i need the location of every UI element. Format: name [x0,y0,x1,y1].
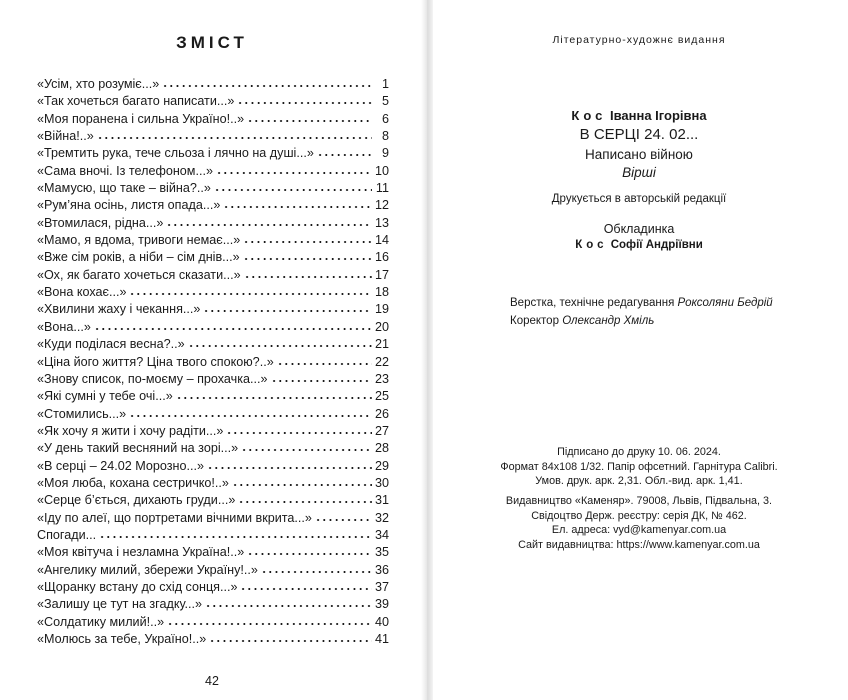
contents-entry-title: «Усім, хто розуміє...» [37,77,160,91]
contents-entry [37,180,389,197]
contents-entry [37,371,389,388]
contents-entry [37,492,389,509]
contents-entry [37,544,389,561]
contents-entry [37,232,389,249]
contents-entry [37,596,389,613]
contents-entry [37,267,389,284]
contents-entry-title: «Вже сім років, а ніби – сім днів...» [37,250,240,265]
contents-entry-title: «Як хочу я жити і хочу радіти...» [37,423,224,438]
contents-entry-title: «Залишу це тут на згадку...» [37,597,203,612]
cover-label: Обкладинка [603,222,675,236]
contents-entry [37,111,389,128]
proof-name: Олександр Хміль [562,315,655,327]
contents-entry-page: 10 [374,163,389,178]
dot-leader [271,372,372,384]
contents-entry-page: 37 [374,579,389,594]
dot-leader [97,129,372,141]
contents-entry-page: 26 [374,406,389,421]
contents-entry-page: 1 [381,77,389,91]
contents-entry [37,76,389,93]
dot-leader [243,250,372,262]
dot-leader [216,164,372,176]
contents-entry [37,128,389,145]
author-name [430,108,848,123]
contents-entry-title: «Хвилини жаху і чекання...» [37,302,201,317]
dot-leader [209,632,372,644]
contents-entry-page: 12 [374,198,389,213]
proof-label: Коректор [510,315,559,327]
contents-entry-title: «Щоранку встану до схід сонця...» [37,579,238,594]
contents-entry-page: 16 [374,250,389,265]
contents-entry-page: 5 [381,94,389,109]
print-detail-line: Підписано до друку 10. 06. 2024. [557,446,721,458]
contents-entry [37,631,389,648]
dot-leader [129,285,372,297]
series-label: Літературно-художнє видання [552,34,726,46]
contents-entry-title: «Сама вночі. Із телефоном...» [37,163,213,178]
contents-entry [37,440,389,457]
dot-leader [99,528,372,540]
publisher-details [430,494,848,552]
contents-entry-title: «В серці – 24.02 Морозно...» [37,458,204,473]
contents-entry-page: 22 [374,354,389,369]
contents-entry-page: 18 [374,285,389,300]
contents-entry-page: 29 [374,458,389,473]
publisher-email: Ел. адреса: vyd@kamenyar.com.ua [551,524,727,536]
cover-artist-surname: Кос [575,239,608,251]
contents-entry-page: 6 [381,111,389,126]
contents-entry-page: 11 [375,181,389,196]
dot-leader [226,424,372,436]
contents-entry-title: «Ох, як багато хочеться сказати...» [37,267,241,282]
dot-leader [243,233,372,245]
contents-entry-page: 25 [374,389,389,404]
dot-leader [203,302,372,314]
dot-leader [176,389,372,401]
contents-entry [37,527,389,544]
contents-entry-title: «Серце б’ється, дихають груди...» [37,493,236,508]
cover-artist [430,239,848,251]
contents-entry [37,163,389,180]
contents-entry-title: «Ціна його життя? Ціна твого спокою?..» [37,354,274,369]
layout-name: Роксоляни Бедрій [677,297,773,309]
contents-entry-page: 39 [374,597,389,612]
dot-leader [129,407,372,419]
contents-entry-title: «Так хочеться багато написати...» [37,94,235,109]
contents-entry-page: 31 [374,493,389,508]
contents-entry [37,215,389,232]
dot-leader [166,216,372,228]
dot-leader [162,77,372,89]
contents-entry-title: «Стомились...» [37,406,127,421]
dot-leader [247,545,372,557]
contents-entry-title: «Мамо, я вдома, тривоги немає...» [37,233,241,248]
dot-leader [207,459,372,471]
publisher-website: Сайт видавництва: https://www.kamenyar.com.ua [518,538,760,551]
dot-leader [232,476,372,488]
contents-entry [37,562,389,579]
contents-entry [37,423,389,440]
contents-entry [37,301,389,318]
contents-entry-page: 23 [374,371,389,386]
contents-heading: ЗМІСТ [176,33,248,52]
book-genre: Вірші [622,165,656,180]
contents-entry-title: «У день такий весняний на зорі...» [37,441,239,456]
publisher-address: Видавництво «Каменяр». 79008, Львів, Підвальна, 3. [505,495,773,507]
contents-entry-page: 14 [374,233,389,248]
contents-list [37,76,389,648]
contents-entry-page: 30 [374,475,389,490]
proof-credit [510,312,773,330]
contents-entry [37,406,389,423]
contents-entry-title: «Іду по алеї, що портретами вічними вкрита...» [37,510,312,525]
dot-leader [205,597,372,609]
contents-entry [37,614,389,631]
contents-entry-page: 36 [374,562,389,577]
contents-entry-title: «Ангелику милий, збережи Україну!..» [37,562,258,577]
contents-entry-title: «Які сумні у тебе очі...» [37,389,173,404]
print-detail-line: Формат 84х108 1/32. Папір офсетний. Гарнітура Calibri. [500,460,778,473]
contents-entry-page: 28 [374,441,389,456]
contents-entry-page: 8 [381,129,389,144]
layout-credit [510,294,773,312]
contents-entry-page: 21 [374,337,389,352]
dot-leader [238,493,372,505]
contents-entry-page: 40 [374,614,389,629]
dot-leader [247,112,372,124]
contents-entry-title: «Війна!..» [37,129,94,144]
contents-entry-page: 32 [374,510,389,525]
contents-entry-page: 17 [374,267,389,282]
dot-leader [277,355,372,367]
contents-entry-title: «Моя люба, кохана сестричко!..» [37,475,229,490]
cover-artist-given-name: Софії Андріївни [610,239,703,251]
contents-entry [37,354,389,371]
print-detail-line: Умов. друк. арк. 2,31. Обл.-вид. арк. 1,41. [535,475,743,487]
contents-entry [37,579,389,596]
dot-leader [188,337,372,349]
publisher-registry: Свідоцтво Держ. реєстру: серія ДК, № 462. [531,509,747,522]
contents-entry-title: «Молюсь за тебе, Україно!..» [37,632,207,646]
contents-entry-page: 34 [374,527,389,542]
dot-leader [94,320,372,332]
contents-entry-title: «Рум’яна осінь, листя опада...» [37,198,221,213]
book-title: В СЕРЦІ 24. 02... [579,126,699,143]
editorial-staff [510,294,773,330]
dot-leader [244,268,372,280]
dot-leader [240,580,372,592]
contents-entry-page: 20 [374,319,389,334]
contents-entry [37,93,389,110]
contents-entry [37,319,389,336]
contents-entry-title: «Мамусю, що таке – війна?..» [37,181,211,196]
contents-entry-title: «Моя квітуча і незламна Україна!..» [37,545,245,560]
contents-entry-page: 13 [374,215,389,230]
contents-entry-title: Спогади... [37,527,97,542]
dot-leader [223,198,372,210]
contents-entry-title: «Моя поранена і сильна Україно!..» [37,111,245,126]
dot-leader [261,563,372,575]
contents-entry-page: 35 [374,545,389,560]
contents-entry-title: «Куди поділася весна?..» [37,337,185,352]
book-subtitle: Написано війною [585,147,693,162]
author-surname: Кос [571,108,607,123]
dot-leader [315,511,372,523]
contents-entry-title: «Вона...» [37,319,91,334]
dot-leader [237,94,372,106]
contents-entry [37,475,389,492]
dot-leader [317,146,372,158]
print-note: Друкується в авторській редакції [551,193,727,205]
contents-entry-title: «Тремтить рука, тече сльоза і лячно на душі...» [37,146,314,161]
print-details [430,445,848,489]
layout-label: Верстка, технічне редагування [510,297,675,309]
contents-entry-page: 19 [374,302,389,317]
contents-entry [37,388,389,405]
dot-leader [214,181,372,193]
dot-leader [167,615,372,627]
contents-entry [37,336,389,353]
contents-entry-title: «Солдатику милий!..» [37,614,165,629]
contents-entry [37,197,389,214]
contents-entry-page: 41 [374,632,389,646]
page-number: 42 [205,674,219,688]
contents-entry [37,284,389,301]
contents-entry [37,510,389,527]
contents-entry [37,458,389,475]
contents-entry-page: 9 [381,146,389,161]
contents-entry-page: 27 [374,423,389,438]
contents-entry-title: «Втомилася, рідна...» [37,215,164,230]
dot-leader [241,441,372,453]
author-given-name: Іванна Ігорівна [609,108,707,123]
contents-entry-title: «Вона кохає...» [37,285,127,300]
imprint-page [430,0,848,700]
contents-entry-title: «Знову список, по-моєму – прохачка...» [37,371,268,386]
contents-entry [37,249,389,266]
contents-entry [37,145,389,162]
